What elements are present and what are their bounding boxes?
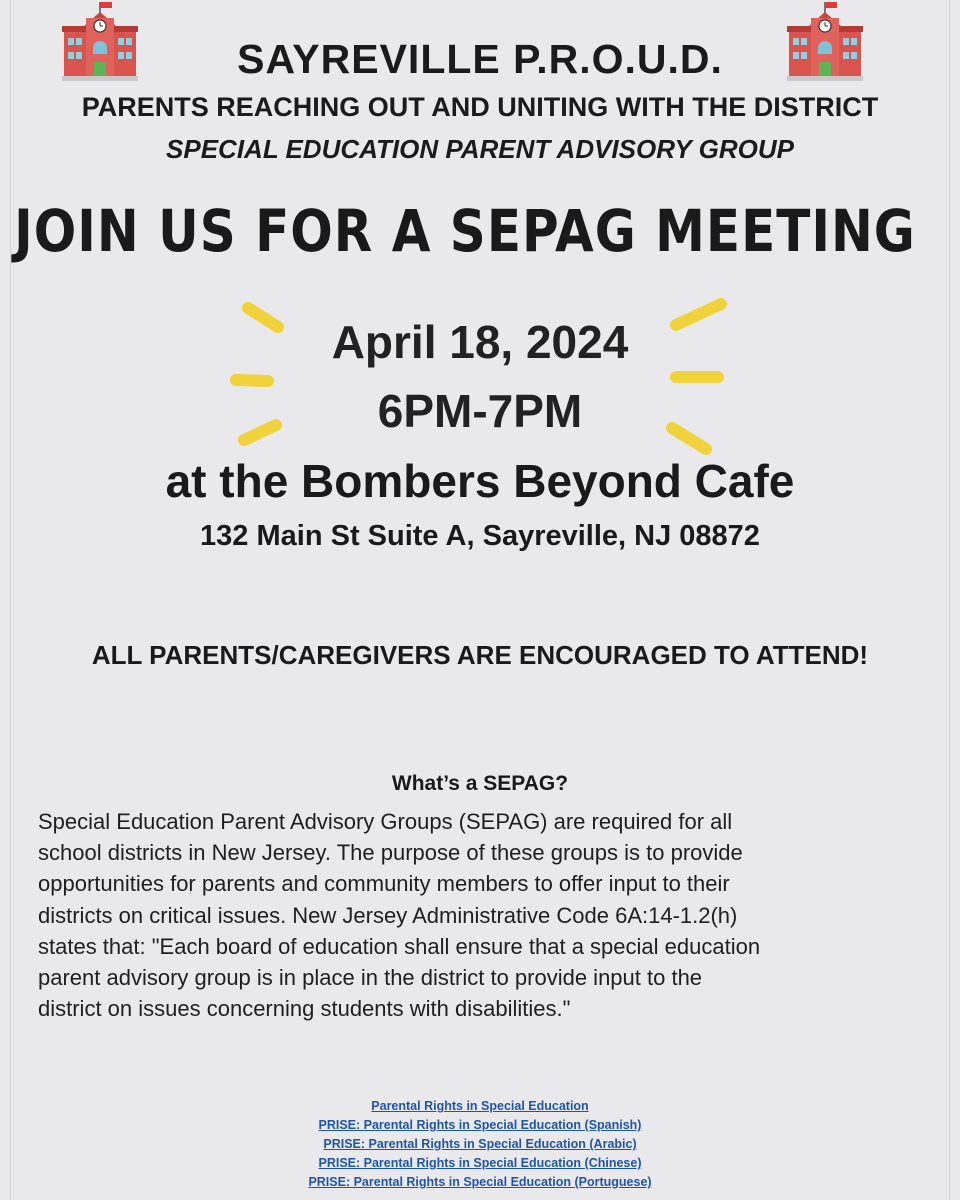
page-title: SAYREVILLE P.R.O.U.D. [237, 36, 723, 82]
event-date: April 18, 2024 [331, 316, 629, 368]
event-venue: at the Bombers Beyond Cafe [165, 455, 795, 507]
link-prise-spanish[interactable]: PRISE: Parental Rights in Special Education (Spanish) [318, 1118, 642, 1132]
info-heading: What’s a SEPAG? [391, 772, 569, 795]
subtitle-italic: SPECIAL EDUCATION PARENT ADVISORY GROUP [166, 134, 794, 164]
link-prise-chinese[interactable]: PRISE: Parental Rights in Special Education (Chinese) [318, 1156, 642, 1170]
event-headline: JOIN US FOR A SEPAG MEETING [14, 198, 916, 265]
subtitle: PARENTS REACHING OUT AND UNITING WITH THE DISTRICT [81, 92, 879, 122]
link-parental-rights[interactable]: Parental Rights in Special Education [371, 1099, 589, 1113]
right-border-line [949, 0, 950, 1200]
sunburst-icon [0, 280, 960, 470]
info-body: Special Education Parent Advisory Groups (SEPAG) are required for all school districts in New Jersey. The purpose of these groups is to provide opportunities for parents and community members to offer input to their districts on critical issues. New Jersey Administrative Code 6A:14-1.2(h) states that: "Each board of education shall ensure that a special education parent advisory group is in place in the district to provide input to the district on issues concerning students with disabilities." [38, 809, 761, 1022]
link-prise-arabic[interactable]: PRISE: Parental Rights in Special Education (Arabic) [323, 1137, 637, 1151]
encourage-banner: ALL PARENTS/CAREGIVERS ARE ENCOURAGED TO ATTEND! [91, 640, 869, 670]
event-address: 132 Main St Suite A, Sayreville, NJ 08872 [200, 520, 760, 552]
resource-links [0, 1097, 960, 1192]
left-border-line [10, 0, 11, 1200]
event-time: 6PM-7PM [377, 385, 583, 437]
link-prise-portuguese[interactable]: PRISE: Parental Rights in Special Education (Portuguese) [308, 1175, 652, 1189]
